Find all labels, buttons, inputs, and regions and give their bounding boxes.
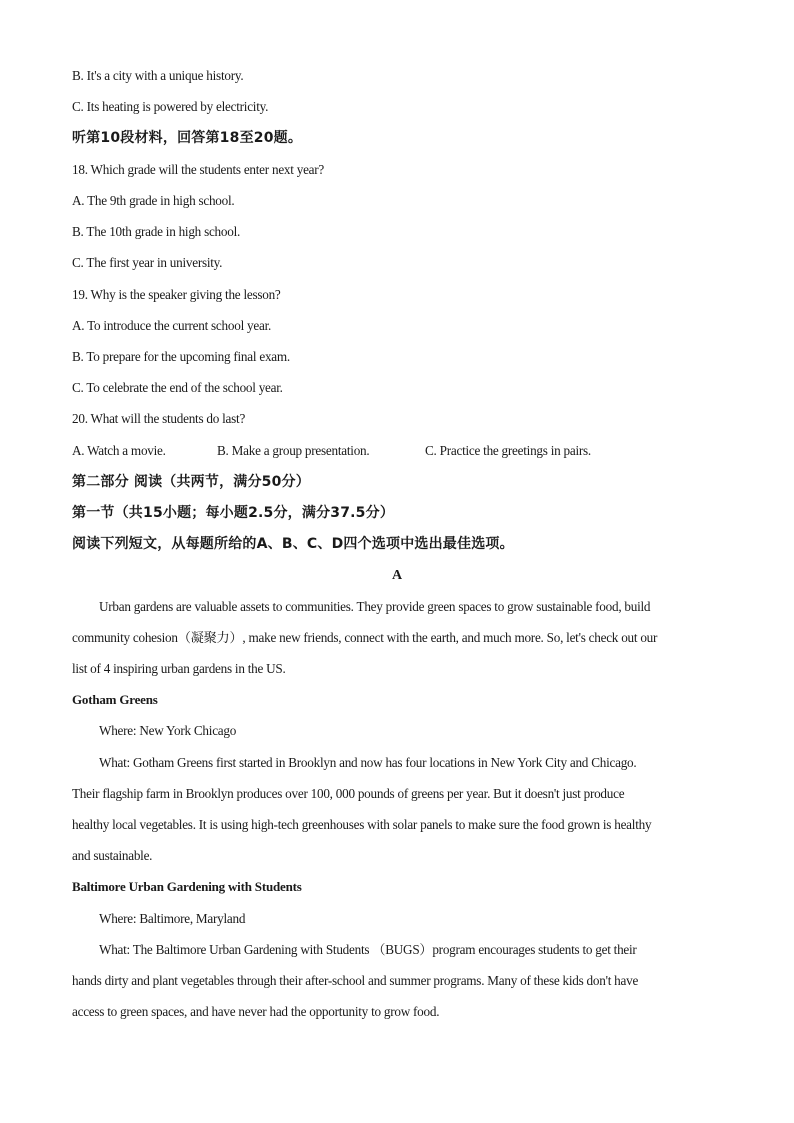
garden-1-what-line-3: healthy local vegetables. It is using high-tech greenhouses with solar panels to make sure the food grown is healthy	[72, 817, 652, 832]
intro-line-2: community cohesion（凝聚力）, make new friends, connect with the earth, and much more. So, let's check out our	[72, 630, 658, 645]
garden-1-what-line-2: Their flagship farm in Brooklyn produces over 100, 000 pounds of greens per year. But it doesn't just produce	[72, 786, 625, 801]
q20-stem: 20. What will the students do last?	[72, 411, 246, 426]
garden-1-what-line-1: What: Gotham Greens first started in Brooklyn and now has four locations in New York City and Chicago.	[99, 755, 637, 770]
reading-part-heading: 第二部分 阅读（共两节，满分50分）	[72, 474, 310, 490]
garden-2-what-line-3: access to green spaces, and have never had the opportunity to grow food.	[72, 1004, 440, 1019]
q18-option-c: C. The first year in university.	[72, 255, 223, 270]
q19-option-b: B. To prepare for the upcoming final exam.	[72, 349, 290, 364]
section-10-heading: 听第10段材料，回答第18至20题。	[72, 130, 303, 146]
q18-option-a: A. The 9th grade in high school.	[72, 193, 235, 208]
q18-stem: 18. Which grade will the students enter next year?	[72, 162, 325, 177]
intro-line-1: Urban gardens are valuable assets to communities. They provide green spaces to grow sustainable food, build	[99, 599, 651, 614]
garden-1-what-line-4: and sustainable.	[72, 848, 153, 863]
q17-option-c: C. Its heating is powered by electricity.	[72, 99, 269, 114]
garden-2-what-line-1: What: The Baltimore Urban Gardening with Students （BUGS）program encourages students to get their	[99, 942, 637, 957]
q20-option-b: B. Make a group presentation.	[217, 443, 370, 458]
intro-line-3: list of 4 inspiring urban gardens in the US.	[72, 661, 286, 676]
q19-option-c: C. To celebrate the end of the school year.	[72, 380, 283, 395]
q20-option-a: A. Watch a movie.	[72, 443, 166, 458]
garden-2-what-line-2: hands dirty and plant vegetables through their after-school and summer programs. Many of these kids don't have	[72, 973, 639, 988]
reading-instruction: 阅读下列短文，从每题所给的A、B、C、D四个选项中选出最佳选项。	[72, 536, 514, 552]
q20-option-c: C. Practice the greetings in pairs.	[425, 443, 591, 458]
garden-1-where: Where: New York Chicago	[99, 723, 237, 738]
q19-stem: 19. Why is the speaker giving the lesson?	[72, 287, 281, 302]
q18-option-b: B. The 10th grade in high school.	[72, 224, 241, 239]
garden-2-name: Baltimore Urban Gardening with Students	[72, 879, 302, 894]
passage-label: A	[391, 568, 403, 583]
garden-1-name: Gotham Greens	[72, 692, 158, 707]
reading-section-heading: 第一节（共15小题；每小题2.5分，满分37.5分）	[72, 505, 395, 521]
garden-2-where: Where: Baltimore, Maryland	[99, 911, 246, 926]
q19-option-a: A. To introduce the current school year.	[72, 318, 272, 333]
q17-option-b: B. It's a city with a unique history.	[72, 68, 244, 83]
